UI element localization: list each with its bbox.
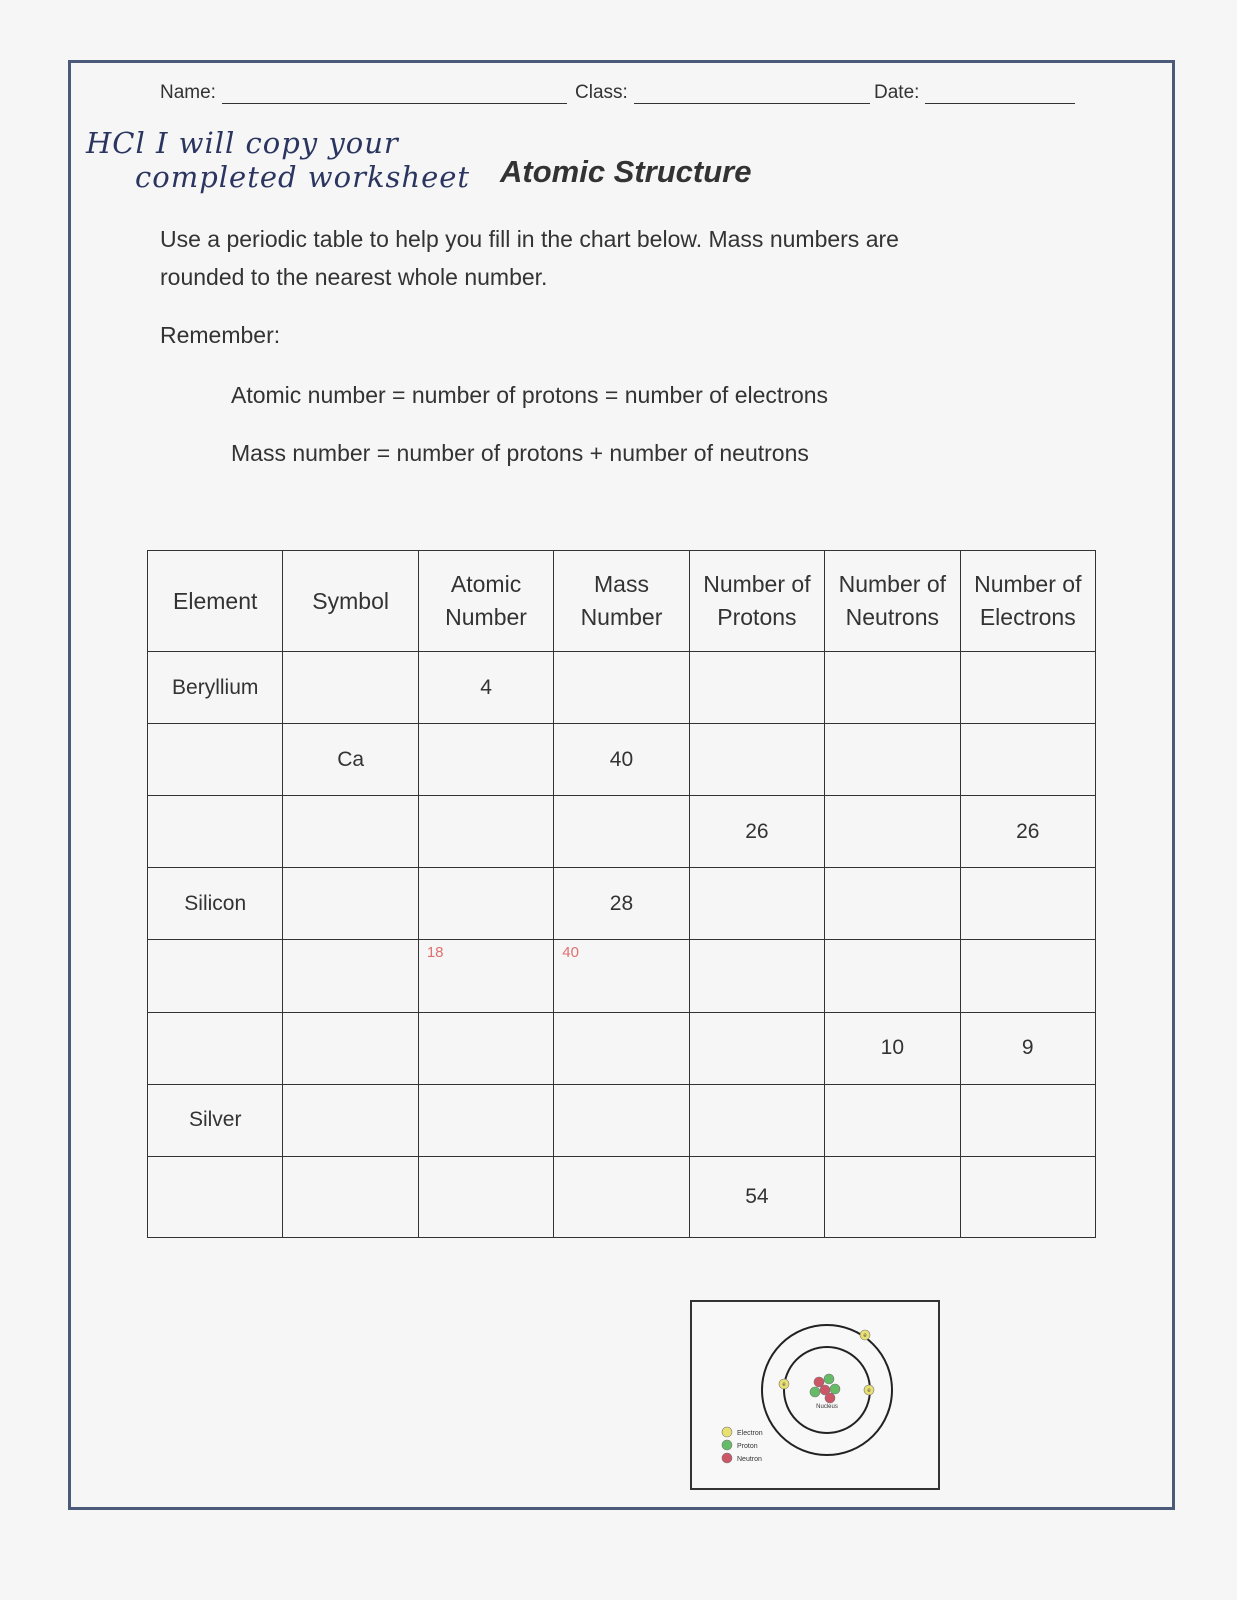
table-row [148, 868, 1096, 940]
electron-particle [864, 1385, 874, 1395]
date-label: Date: [874, 82, 920, 103]
table-cell[interactable] [148, 724, 283, 796]
table-cell[interactable]: Silver [148, 1084, 283, 1156]
rule-atomic-number: Atomic number = number of protons = number of electrons [231, 382, 829, 408]
table-cell[interactable] [554, 652, 689, 724]
table-cell[interactable] [283, 940, 418, 1012]
atom-diagram-svg [692, 1302, 938, 1488]
class-field [575, 82, 870, 104]
neutron-particle [825, 1393, 835, 1403]
table-cell[interactable] [689, 868, 824, 940]
column-header: Mass Number [554, 551, 689, 652]
legend-electron-label: Electron [737, 1430, 763, 1437]
table-cell[interactable]: Beryllium [148, 652, 283, 724]
name-label: Name: [160, 82, 216, 103]
electron-particle [860, 1330, 870, 1340]
table-cell[interactable]: 9 [960, 1012, 1095, 1084]
table-cell[interactable] [825, 1084, 960, 1156]
table-cell[interactable] [283, 1084, 418, 1156]
table-cell[interactable]: 26 [960, 796, 1095, 868]
electron-symbol: e [867, 1388, 871, 1394]
annotation-mass-number: 40 [562, 944, 579, 962]
column-header: Symbol [283, 551, 418, 652]
legend-electron-swatch [722, 1427, 732, 1437]
legend-proton-swatch [722, 1440, 732, 1450]
table-cell[interactable] [554, 1012, 689, 1084]
table-cell[interactable] [825, 796, 960, 868]
table-cell[interactable] [689, 1084, 824, 1156]
annotation-atomic-number: 18 [426, 944, 444, 962]
table-cell[interactable]: 10 [825, 1012, 960, 1084]
table-cell[interactable] [689, 724, 824, 796]
name-line [222, 85, 567, 104]
table-row [148, 652, 1096, 724]
instructions-line2: rounded to the nearest whole number. [160, 264, 548, 290]
legend-proton-label: Proton [737, 1443, 758, 1450]
legend-neutron-swatch [722, 1453, 732, 1463]
table-cell[interactable] [283, 1156, 418, 1237]
class-label: Class: [575, 82, 628, 103]
table-cell[interactable] [418, 940, 553, 1012]
class-line [634, 85, 870, 104]
proton-particle [830, 1384, 840, 1394]
table-header-row [148, 551, 1096, 652]
table-row [148, 724, 1096, 796]
table-cell[interactable] [825, 724, 960, 796]
table-cell[interactable] [554, 940, 689, 1012]
table-cell[interactable] [418, 724, 553, 796]
table-cell[interactable] [554, 796, 689, 868]
nucleus [810, 1374, 840, 1410]
legend-neutron-label: Neutron [737, 1456, 762, 1463]
handwritten-note-line1: HCl I will copy your [86, 126, 399, 160]
table-cell[interactable]: 4 [418, 652, 553, 724]
instructions-line1: Use a periodic table to help you fill in the chart below. Mass numbers are [160, 226, 899, 252]
handwritten-note-line2: completed worksheet [135, 160, 471, 194]
table-cell[interactable] [960, 724, 1095, 796]
page-title: Atomic Structure [500, 154, 752, 189]
table-cell[interactable] [418, 868, 553, 940]
table-cell[interactable]: Silicon [148, 868, 283, 940]
table-cell[interactable] [825, 868, 960, 940]
table-cell[interactable] [418, 1084, 553, 1156]
proton-particle [810, 1387, 820, 1397]
table-row [148, 796, 1096, 868]
table-cell[interactable] [689, 940, 824, 1012]
date-line [925, 85, 1075, 104]
table-cell[interactable] [960, 1156, 1095, 1237]
table-cell[interactable]: Ca [283, 724, 418, 796]
table-cell[interactable] [148, 940, 283, 1012]
electron-symbol: e [863, 1333, 867, 1339]
column-header: Atomic Number [418, 551, 553, 652]
table-cell[interactable]: 28 [554, 868, 689, 940]
table-cell[interactable] [825, 940, 960, 1012]
table-cell[interactable] [960, 868, 1095, 940]
table-cell[interactable] [960, 940, 1095, 1012]
proton-particle [824, 1374, 834, 1384]
table-cell[interactable] [418, 1012, 553, 1084]
rule-mass-number: Mass number = number of protons + number of neutrons [231, 440, 809, 466]
table-cell[interactable] [960, 1084, 1095, 1156]
electron-particle [779, 1379, 789, 1389]
table-cell[interactable]: 26 [689, 796, 824, 868]
table-cell[interactable]: 40 [554, 724, 689, 796]
nucleus-label: Nucleus [816, 1404, 838, 1410]
table-row [148, 1084, 1096, 1156]
table-cell[interactable] [283, 652, 418, 724]
table-cell[interactable] [554, 1084, 689, 1156]
table-cell[interactable] [418, 1156, 553, 1237]
table-cell[interactable] [554, 1156, 689, 1237]
diagram-legend [722, 1427, 763, 1463]
atom-diagram [690, 1300, 940, 1490]
remember-label: Remember: [160, 322, 281, 348]
table-cell[interactable] [825, 652, 960, 724]
table-row [148, 1012, 1096, 1084]
table-cell[interactable] [148, 1012, 283, 1084]
table-cell[interactable]: 54 [689, 1156, 824, 1237]
table-cell[interactable] [148, 796, 283, 868]
name-field [160, 82, 567, 104]
electron-symbol: e [782, 1382, 786, 1388]
table-cell[interactable] [960, 652, 1095, 724]
table-row [148, 1156, 1096, 1237]
table-cell[interactable] [148, 1156, 283, 1237]
table-cell[interactable] [283, 796, 418, 868]
column-header: Number of Electrons [960, 551, 1095, 652]
table-cell[interactable] [689, 652, 824, 724]
table-cell[interactable] [283, 868, 418, 940]
column-header: Number of Protons [689, 551, 824, 652]
atomic-structure-table [147, 550, 1096, 1238]
column-header: Number of Neutrons [825, 551, 960, 652]
table-cell[interactable] [283, 1012, 418, 1084]
table-row [148, 940, 1096, 1012]
table-cell[interactable] [418, 796, 553, 868]
column-header: Element [148, 551, 283, 652]
table-cell[interactable] [825, 1156, 960, 1237]
date-field [874, 82, 1075, 104]
table-cell[interactable] [689, 1012, 824, 1084]
